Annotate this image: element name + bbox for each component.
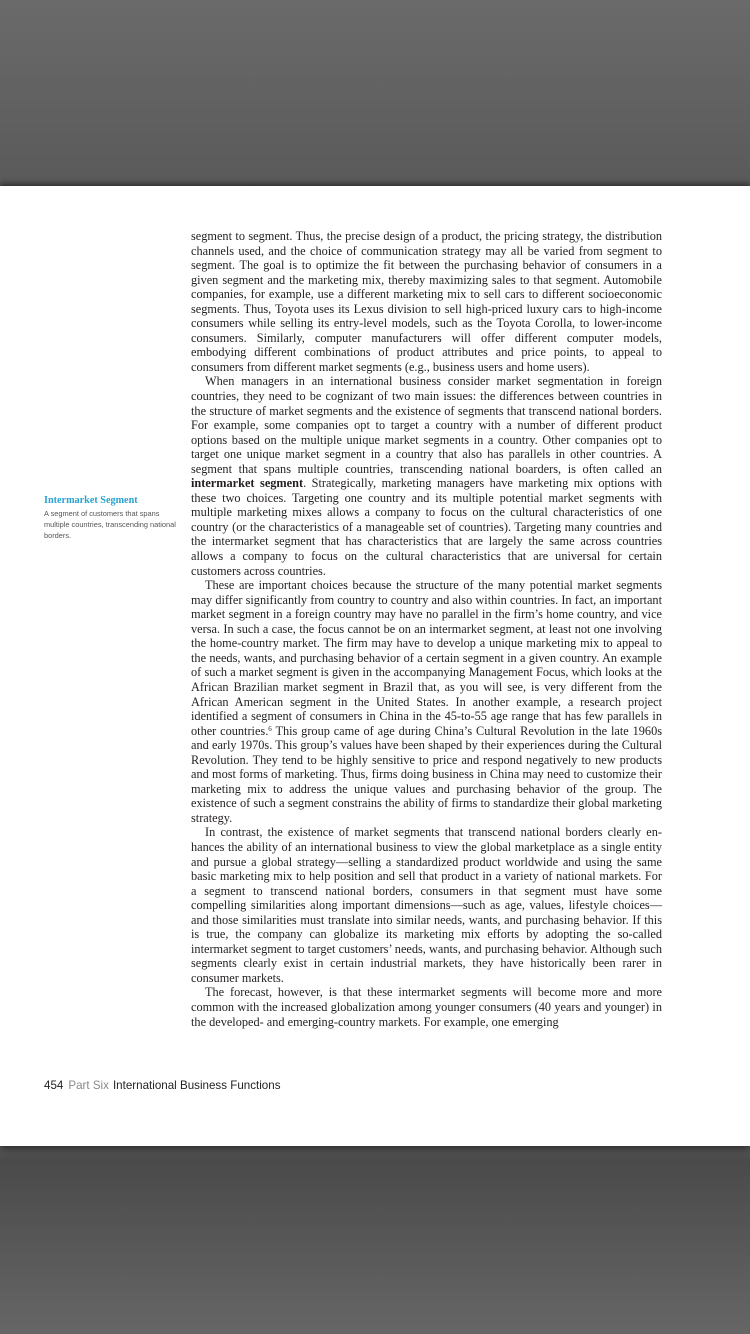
- paragraph-2: [191, 374, 662, 578]
- paragraph-text: These are important choices because the structure of the many potential market segments may differ significantly from country to country and also within countries. In fact, an important market segment in a foreign country may have no parallel in the firm’s home country, and vice versa. In such a case, the focus cannot be on an intermarket segment, at least not one involving the home-country market. The firm may have to develop a unique marketing mix to appeal to the needs, wants, and purchasing behavior of a certain segment in a given country. An example of such a market segment is given in the accompanying Management Focus, which looks at the African Brazilian market segment in Brazil that, as you will see, is very different from the African American segment in the United States. In another example, a research project identified a segment of consumers in China in the 45-to-55 age range that has few parallels in other countries.: [191, 578, 662, 738]
- paragraph-5: The forecast, however, is that these intermarket segments will become more and more common with the increased globalization among younger consumers (40 years and younger) in the developed- and emerging-country markets. For example, one emerging: [191, 985, 662, 1029]
- glossary-term: Intermarket Segment: [44, 495, 138, 506]
- paragraph-3: [191, 578, 662, 825]
- body-text: [191, 229, 662, 1029]
- glossary-definition: A segment of customers that spans multiple countries, transcending national borders.: [44, 509, 176, 540]
- part-label: Part Six: [68, 1079, 109, 1092]
- footnote-reference[interactable]: 6: [268, 724, 272, 733]
- paragraph-text: When managers in an international business consider market segmentation in foreign countries, they need to be cognizant of two main issues: the differences between countries in the structure of market segments and the existence of segments that transcend national borders. For example, some companies opt to target a country with a number of different product options based on the multiple unique market segments in a country. Other companies opt to target one unique market segment in a country that also has parallels in other countries. A segment that spans multiple countries, transcending national boarders, is often called an: [191, 374, 662, 476]
- key-term-intermarket-segment: intermarket segment: [191, 476, 304, 491]
- chapter-title: International Business Functions: [112, 1079, 281, 1092]
- page-number: 454: [44, 1079, 64, 1092]
- margin-glossary-note: [44, 495, 178, 541]
- paragraph-text: This group came of age during China’s Cultural Revolution in the late 1960s and early 1970s. This group’s values have been shaped by their experiences during the Cultural Revolution. They tend to be highly sensitive to price and respond negatively to new products and most forms of marketing. Thus, firms doing business in China may need to customize their marketing mix to address the unique values and purchasing behavior of the group. The existence of such a segment constrains the ability of firms to standardize their global marketing strategy.: [191, 723, 663, 825]
- paragraph-1: segment to segment. Thus, the precise design of a product, the pricing strategy, the distribution channels used, and the choice of communication strategy may all be varied from segment to segment. The goal is to optimize the fit between the purchasing behavior of consumers in a given segment and the marketing mix, thereby maximizing sales to that segment. Automobile companies, for example, use a different marketing mix to sell cars to different socioeconomic segments. Thus, Toyota uses its Lexus division to sell high-priced luxury cars to high-income consumers while selling its entry-level models, such as the Toyota Corolla, to lower-income consumers. Similarly, computer manufacturers will offer different computer models, embodying different combinations of product attributes and price points, to appeal to consumers from different market segments (e.g., business users and home users).: [191, 229, 662, 374]
- page-footer: [44, 1079, 281, 1092]
- document-page: [0, 186, 750, 1146]
- paragraph-text: . Strategically, marketing managers have marketing mix options with these two choices. Targeting one country and its multiple potential market segments with multiple marketing mixes allows a company to focus on the cultural characteristics of one country (or the characteristics of a manageable set of countries). Targeting many countries and the intermarket segment that has characteristics that are largely the same across countries allows a company to focus on the cultural characteristics that are universal for certain customers across countries.: [191, 476, 662, 578]
- paragraph-4: In contrast, the existence of market segments that transcend national borders clearly enhances the ability of an international business to view the global marketplace as a single entity and pursue a global strategy—selling a standardized product worldwide and using the same basic marketing mix to help position and sell that product in a variety of national markets. For a segment to transcend national borders, consumers in that segment must have some compelling similarities along important dimensions—such as age, values, lifestyle choices—and those similarities must translate into similar needs, wants, and purchasing behavior. If this is true, the company can globalize its marketing mix efforts by adopting the so-called intermarket segment to target customers’ needs, wants, and purchasing behavior. Although such segments clearly exist in certain industrial markets, they have historically been rarer in consumer markets.: [191, 825, 662, 985]
